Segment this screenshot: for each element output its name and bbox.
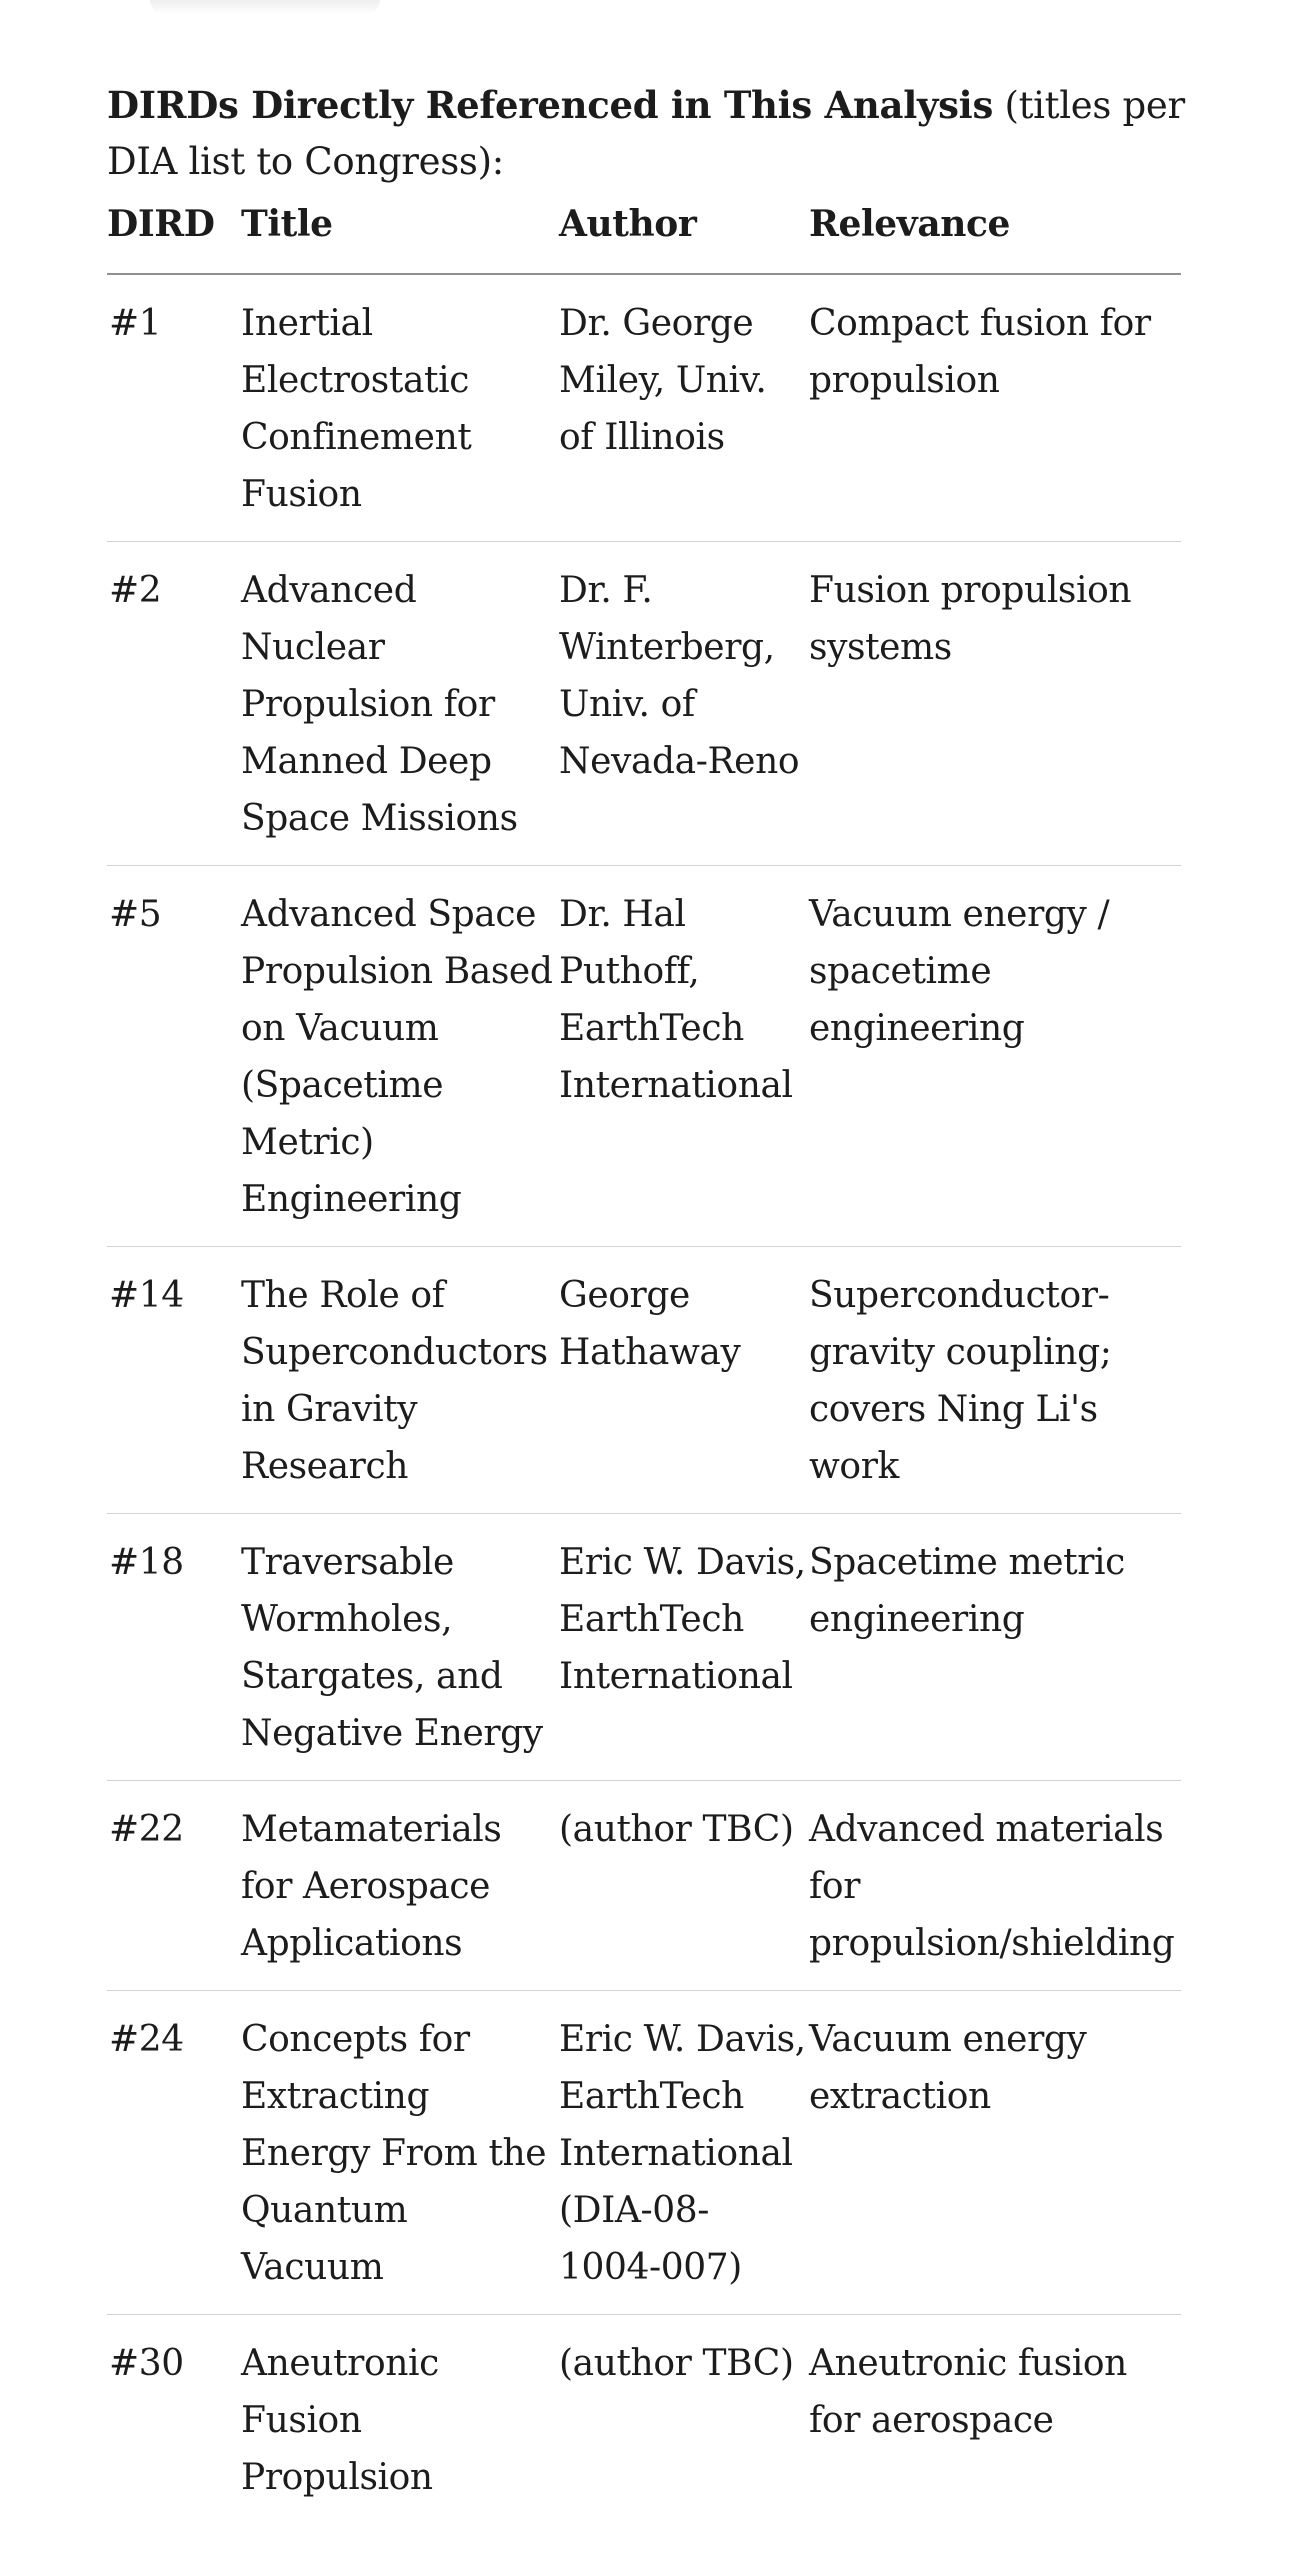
column-header-title: Title	[241, 180, 559, 274]
dird-number-cell: #2	[107, 542, 241, 866]
table-row	[107, 866, 1181, 1247]
table-row	[107, 542, 1181, 866]
title-cell: Aneutronic Fusion Propulsion	[241, 2343, 439, 2498]
table-row	[107, 1781, 1181, 1991]
column-header-dird: DIRD	[107, 180, 241, 274]
relevance-cell: Advanced materials for propulsion/shielding	[809, 1781, 1181, 1991]
section-intro	[107, 77, 1207, 190]
relevance-cell: Vacuum energy / spacetime engineering	[809, 866, 1181, 1247]
section-heading-note: (titles per DIA list to Congress):	[107, 84, 1185, 183]
author-cell: Eric W. Davis, EarthTech International	[559, 1514, 809, 1781]
author-cell: George Hathaway	[559, 1247, 809, 1514]
title-cell: Inertial Electrostatic Confinement Fusion	[241, 274, 559, 542]
title-cell: Traversable Wormholes, Stargates, and Negative Energy	[241, 1514, 559, 1781]
table-row	[107, 2315, 1181, 2525]
dird-number-cell: #30	[109, 2343, 184, 2384]
title-cell: Advanced Nuclear Propulsion for Manned Deep Space Missions	[241, 542, 559, 866]
relevance-cell: Vacuum energy extraction	[809, 1991, 1181, 2315]
table-header-row	[107, 180, 1181, 274]
relevance-cell: Aneutronic fusion for aerospace	[809, 2343, 1127, 2441]
dird-number-cell: #14	[107, 1247, 241, 1514]
relevance-cell: Spacetime metric engineering	[809, 1514, 1181, 1781]
table-row	[107, 1514, 1181, 1781]
dird-number-cell: #22	[107, 1781, 241, 1991]
title-cell: Concepts for Extracting Energy From the Quantum Vacuum	[241, 1991, 559, 2315]
author-cell: Dr. George Miley, Univ. of Illinois	[559, 274, 809, 542]
relevance-cell: Superconductor-gravity coupling; covers Ning Li's work	[809, 1247, 1181, 1514]
author-cell: Dr. F. Winterberg, Univ. of Nevada-Reno	[559, 542, 809, 866]
table-row	[107, 274, 1181, 542]
author-cell: (author TBC)	[559, 2343, 794, 2384]
table-row	[107, 1247, 1181, 1514]
title-cell: Advanced Space Propulsion Based on Vacuum (Spacetime Metric) Engineering	[241, 866, 559, 1247]
table-row	[107, 1991, 1181, 2315]
dird-number-cell: #5	[107, 866, 241, 1247]
top-scroll-fade	[150, 0, 380, 14]
column-header-relevance: Relevance	[809, 180, 1181, 274]
author-cell: (author TBC)	[559, 1781, 809, 1991]
title-cell: Metamaterials for Aerospace Applications	[241, 1781, 559, 1991]
title-cell: The Role of Superconductors in Gravity Research	[241, 1247, 559, 1514]
dird-number-cell: #18	[107, 1514, 241, 1781]
author-cell: Eric W. Davis, EarthTech International (DIA-08-1004-007)	[559, 1991, 809, 2315]
relevance-cell: Fusion propulsion systems	[809, 542, 1181, 866]
column-header-author: Author	[559, 180, 809, 274]
dird-table	[107, 180, 1181, 2524]
section-heading: DIRDs Directly Referenced in This Analysis	[107, 83, 993, 127]
author-cell: Dr. Hal Puthoff, EarthTech International	[559, 866, 809, 1247]
dird-number-cell: #24	[107, 1991, 241, 2315]
dird-number-cell: #1	[107, 274, 241, 542]
relevance-cell: Compact fusion for propulsion	[809, 274, 1181, 542]
